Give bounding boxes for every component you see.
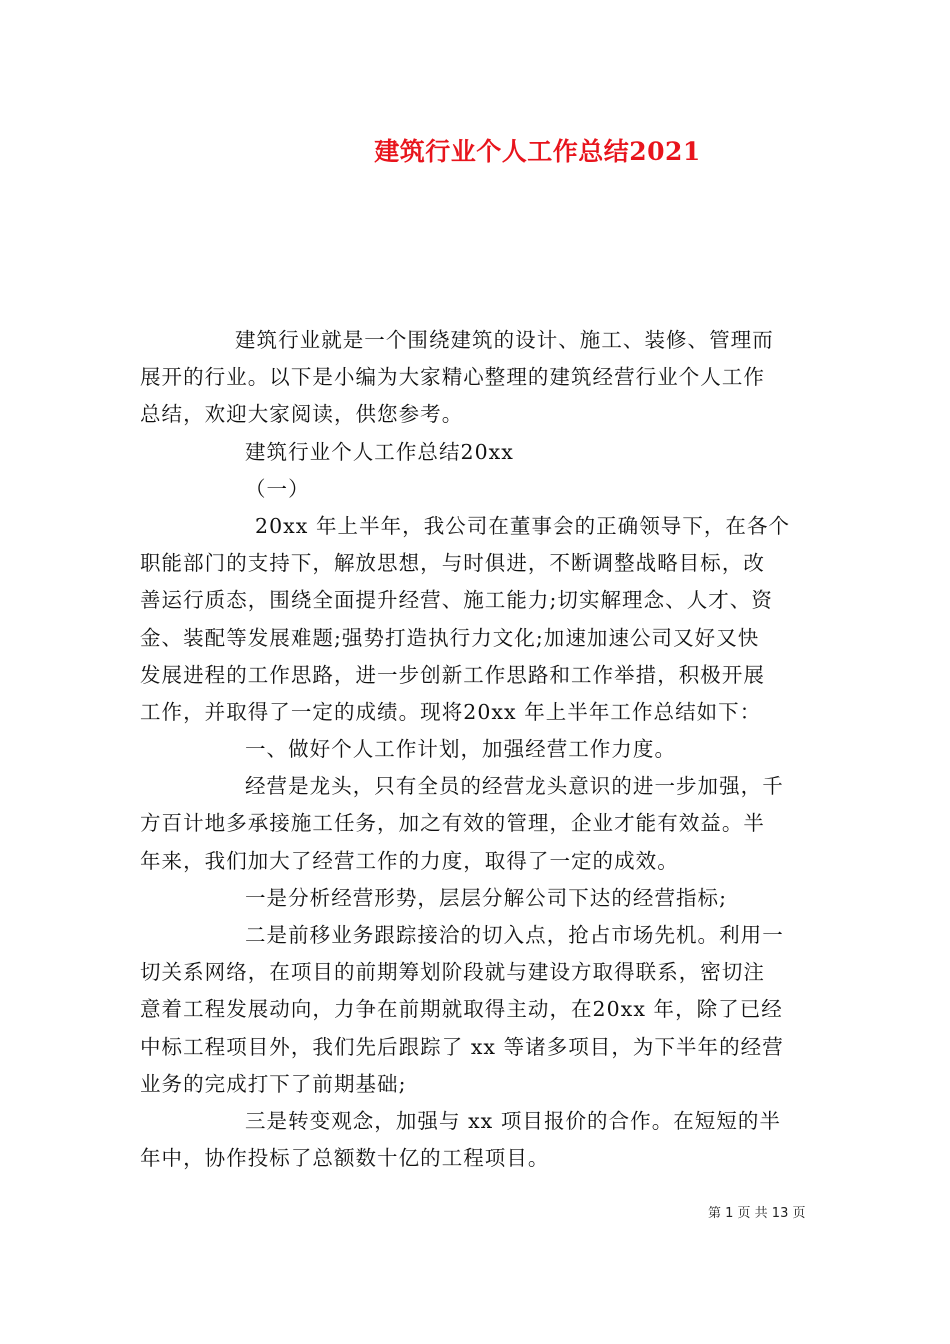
paragraph-line: 中标工程项目外，我们先后跟踪了 xx 等诸多项目，为下半年的经营 <box>140 1034 784 1059</box>
paragraph-line: 方百计地多承接施工任务，加之有效的管理，企业才能有效益。半 <box>140 811 765 836</box>
paragraph-line: 二是前移业务跟踪接洽的切入点，抢占市场先机。利用一 <box>245 923 784 947</box>
paragraph-line: 切关系网络，在项目的前期筹划阶段就与建设方取得联系，密切注 <box>140 960 765 985</box>
paragraph-line: 善运行质态，围绕全面提升经营、施工能力;切实解理念、人才、资 <box>140 588 773 613</box>
paragraph-line: 三是转变观念，加强与 xx 项目报价的合作。在短短的半 <box>245 1108 782 1133</box>
paragraph-line: 年中，协作投标了总额数十亿的工程项目。 <box>140 1146 550 1171</box>
section-number: （一） <box>245 476 310 501</box>
section-heading: 建筑行业个人工作总结20xx <box>245 439 514 464</box>
paragraph-line: 展开的行业。以下是小编为大家精心整理的建筑经营行业个人工作 <box>140 365 765 390</box>
paragraph-line: 20xx 年上半年，我公司在董事会的正确领导下，在各个 <box>255 513 791 538</box>
paragraph-line: 建筑行业就是一个围绕建筑的设计、施工、装修、管理而 <box>235 328 774 352</box>
document-body <box>140 322 812 1177</box>
paragraph-line: 总结，欢迎大家阅读，供您参考。 <box>140 402 464 427</box>
page-indicator: 第 1 页 共 13 页 <box>708 1206 806 1221</box>
paragraph-line: 金、装配等发展难题;强势打造执行力文化;加速加速公司又好又快 <box>140 625 760 650</box>
paragraph-line: 工作，并取得了一定的成绩。现将20xx 年上半年工作总结如下： <box>140 699 762 724</box>
paragraph-line: 年来，我们加大了经营工作的力度，取得了一定的成效。 <box>140 848 679 873</box>
document-title: 建筑行业个人工作总结2021 <box>374 137 701 166</box>
paragraph-line: 业务的完成打下了前期基础; <box>140 1071 407 1096</box>
paragraph-line: 经营是龙头，只有全员的经营龙头意识的进一步加强，千 <box>245 774 784 799</box>
paragraph-line: 意着工程发展动向，力争在前期就取得主动，在20xx 年，除了已经 <box>140 997 783 1022</box>
paragraph-line: 一是分析经营形势，层层分解公司下达的经营指标; <box>245 885 728 910</box>
paragraph-line: 职能部门的支持下，解放思想，与时俱进，不断调整战略目标，改 <box>140 551 765 576</box>
subsection-heading: 一、做好个人工作计划，加强经营工作力度。 <box>245 737 676 762</box>
paragraph-line: 发展进程的工作思路，进一步创新工作思路和工作举措，积极开展 <box>140 662 765 687</box>
